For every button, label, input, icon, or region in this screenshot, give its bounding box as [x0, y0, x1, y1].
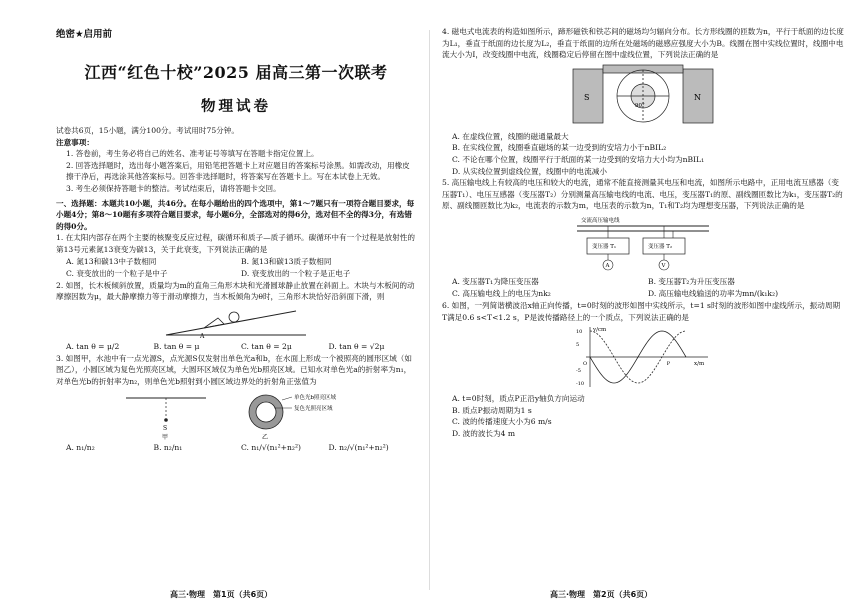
transformer-circuit-figure — [573, 214, 713, 274]
question-2-stem: 2. 如图，长木板倾斜放置，质量均为m的直角三角形木块和光滑圆球静止放置在斜面上。木块与木板间的动摩擦因数为μ，最大静摩擦力等于滑动摩擦力，当木板倾角为θ时，三角形木块恰好沿斜面下滑，则 — [56, 280, 415, 302]
question-3-option-c: C. n₁/√(n₁²+n₂²) — [241, 442, 301, 452]
pool-figure — [86, 390, 386, 440]
page-2 — [430, 0, 860, 608]
origin-label: O — [583, 361, 588, 368]
question-3-stem: 3. 如图甲，水池中有一点光源S，点光源S仅发射出单色光a和b，在水面上形成一个被照亮的圆形区域（如图乙），小圆区域为复色光照亮区域，大圆环区域仅为单色光b照亮区域。已知水对单色光a的折射率为n₁，对单色光b的折射率为n₂，则单色光b照射到小圆区域边界处的折射角正弦值为 — [56, 353, 412, 386]
question-2-option-d: D. tan θ = √2μ — [328, 341, 385, 351]
question-4-stem: 4. 磁电式电流表的构造如图所示，蹄形磁铁和铁芯间的磁场均匀辐向分布。长方形线圈的匝数为n，平行于纸面的边长度为L₁，垂直于纸面的边长度为L₂，垂直于纸面的边所在处磁场的磁感应强度大小为B。线圈在图中实线位置时，线圈中电流大小为I，改变线圈中电流，线圈稳定后停留在图中虚线位置，下列说法正确的是 — [442, 27, 844, 60]
light-source-label: S — [163, 424, 168, 432]
ammeter-label: A — [605, 262, 610, 269]
pole-s-label: S — [584, 92, 590, 102]
y-tick-label: 10 — [576, 329, 583, 336]
question-1-option-d: D. 衰变放出的一个粒子是正电子 — [241, 268, 351, 278]
question-4-option-c: C. 不论在哪个位置，线圈平行于纸面的某一边受到的安培力大小均为nBIL₁ — [452, 154, 705, 164]
confidential-label: 绝密★启用前 — [56, 29, 113, 40]
question-3-option-d: D. n₂/√(n₁²+n₂²) — [328, 442, 389, 452]
y-tick-label: 5 — [576, 342, 580, 349]
figure-yi-label: 乙 — [262, 433, 269, 440]
question-5-option-d: D. 高压输电线输送的功率为mn/(k₁k₂) — [648, 288, 779, 298]
galvanometer-figure — [568, 63, 718, 129]
b-light-region-label: 单色光b照亮区域 — [294, 394, 337, 401]
point-p-label: P — [666, 361, 671, 368]
question-6-option-a: A. t=0时刻，质点P正沿y轴负方向运动 — [452, 394, 585, 404]
question-3-option-b: B. n₂/n₁ — [153, 442, 183, 452]
exam-title: 江西“红色十校”2025 届高三第一次联考 — [84, 63, 388, 82]
note-3: 3. 考生必须保持答题卡的整洁。考试结束后，请将答题卡交回。 — [66, 183, 281, 193]
question-2-options — [56, 341, 416, 353]
question-6-option-d: D. 波的波长为4 m — [452, 428, 516, 438]
question-2-option-b: B. tan θ = μ — [153, 341, 200, 351]
question-4-option-d: D. 从实线位置到虚线位置，线圈中的电流减小 — [452, 166, 607, 176]
hv-line-label: 交流高压输电线 — [581, 217, 620, 224]
question-6-option-c: C. 波的传播速度大小为6 m/s — [452, 417, 552, 427]
wave-chart — [568, 325, 718, 391]
question-1-option-b: B. 氮13和碳13质子数相同 — [241, 256, 332, 266]
subject-title: 物理试卷 — [201, 98, 271, 115]
note-2: 2. 回答选择题时，选出每小题答案后，用铅笔把答题卡上对应题目的答案标号涂黑。如需改动，用橡皮擦干净后，再选涂其他答案标号。回答非选择题时，将答案写在答题卡上。写在本试卷上无效。 — [66, 160, 410, 182]
question-5-option-a: A. 变压器T₁为降压变压器 — [452, 276, 539, 286]
question-4-option-a: A. 在虚线位置，线圈的磁通量最大 — [452, 131, 569, 141]
notes-title: 注意事项： — [56, 137, 94, 147]
incline-figure — [156, 305, 316, 339]
question-2-option-c: C. tan θ = 2μ — [241, 341, 292, 351]
question-5-option-b: B. 变压器T₂为升压变压器 — [648, 276, 735, 286]
note-1: 1. 答卷前，考生务必将自己的姓名、准考证号等填写在答题卡指定位置上。 — [66, 149, 319, 159]
mixed-light-region-label: 复色光照亮区域 — [294, 405, 333, 412]
question-3-option-a: A. n₁/n₂ — [66, 442, 95, 452]
y-tick-label: -10 — [576, 381, 585, 388]
question-1-options-row2 — [56, 268, 416, 280]
question-6-option-b: B. 质点P振动周期为1 s — [452, 405, 532, 415]
angle-label: 90° — [635, 102, 645, 109]
page-2-footer: 高三·物理 第2页（共6页） — [550, 590, 653, 599]
exam-info: 试卷共6页，15小题，满分100分。考试用时75分钟。 — [56, 126, 239, 135]
question-6-stem: 6. 如图，一列简谐横波沿x轴正向传播，t=0时刻的波形如图中实线所示，t=1 s时刻的波形如图中虚线所示，振动周期T满足0.6 s<T<1.2 s，P是波传播路径上的一个质点，下列说法正确的是 — [442, 300, 841, 322]
question-3-options — [56, 442, 416, 454]
section-heading: 一、选择题：本题共10小题，共46分。在每小题给出的四个选项中，第1～7题只有一项符合题目要求，每小题4分；第8～10题有多项符合题目要求，每小题6分，全部选对的得6分，选对但不全的得3分，有选错的得0分。 — [56, 198, 415, 231]
pole-n-label: N — [694, 92, 701, 102]
question-1-stem: 1. 在太阳内部存在两个主要的核聚变反应过程，碳循环和质子—质子循环。碳循环中有一个过程是放射性的第13号元素氮13衰变为碳13，关于此衰变，下列说法正确的是 — [56, 233, 415, 254]
transformer-t2-label: 变压器 T₂ — [648, 243, 673, 250]
question-1-options-row1 — [56, 256, 416, 268]
y-tick-label: -5 — [576, 368, 581, 375]
question-5-options-row2 — [442, 288, 844, 300]
page-1-footer: 高三·物理 第1页（共6页） — [170, 590, 273, 599]
y-axis-label: y/cm — [593, 327, 607, 334]
voltmeter-label: V — [661, 262, 666, 269]
x-axis-label: x/m — [694, 361, 705, 368]
question-4-option-b: B. 在实线位置，线圈垂直磁场的某一边受到的安培力小于nBIL₂ — [452, 143, 667, 153]
question-1-option-a: A. 氮13和碳13中子数相同 — [66, 256, 157, 266]
figure-label-a: A — [200, 332, 205, 339]
question-5-options-row1 — [442, 276, 844, 288]
figure-jia-label: 甲 — [162, 433, 169, 440]
question-5-option-c: C. 高压输电线上的电压为nk₂ — [452, 288, 551, 298]
question-1-option-c: C. 衰变放出的一个粒子是中子 — [66, 268, 168, 278]
question-5-stem: 5. 高压输电线上有较高的电压和较大的电流，通常不能直接测量其电压和电流，如图所示电路中，正用电流互感器（变压器T₁）、电压互感器（变压器T₂）分别测量高压输电线的电流、电压，变压器T₁的原、副线圈匝数比为k₁，变压器T₂的原、副线圈匝数比为k₂，电流表的示数为m，电压表的示数为n，T₁和T₂均为理想变压器，下列说法正确的是 — [442, 178, 843, 211]
question-2-option-a: A. tan θ = μ/2 — [66, 341, 120, 351]
transformer-t1-label: 变压器 T₁ — [592, 243, 617, 250]
